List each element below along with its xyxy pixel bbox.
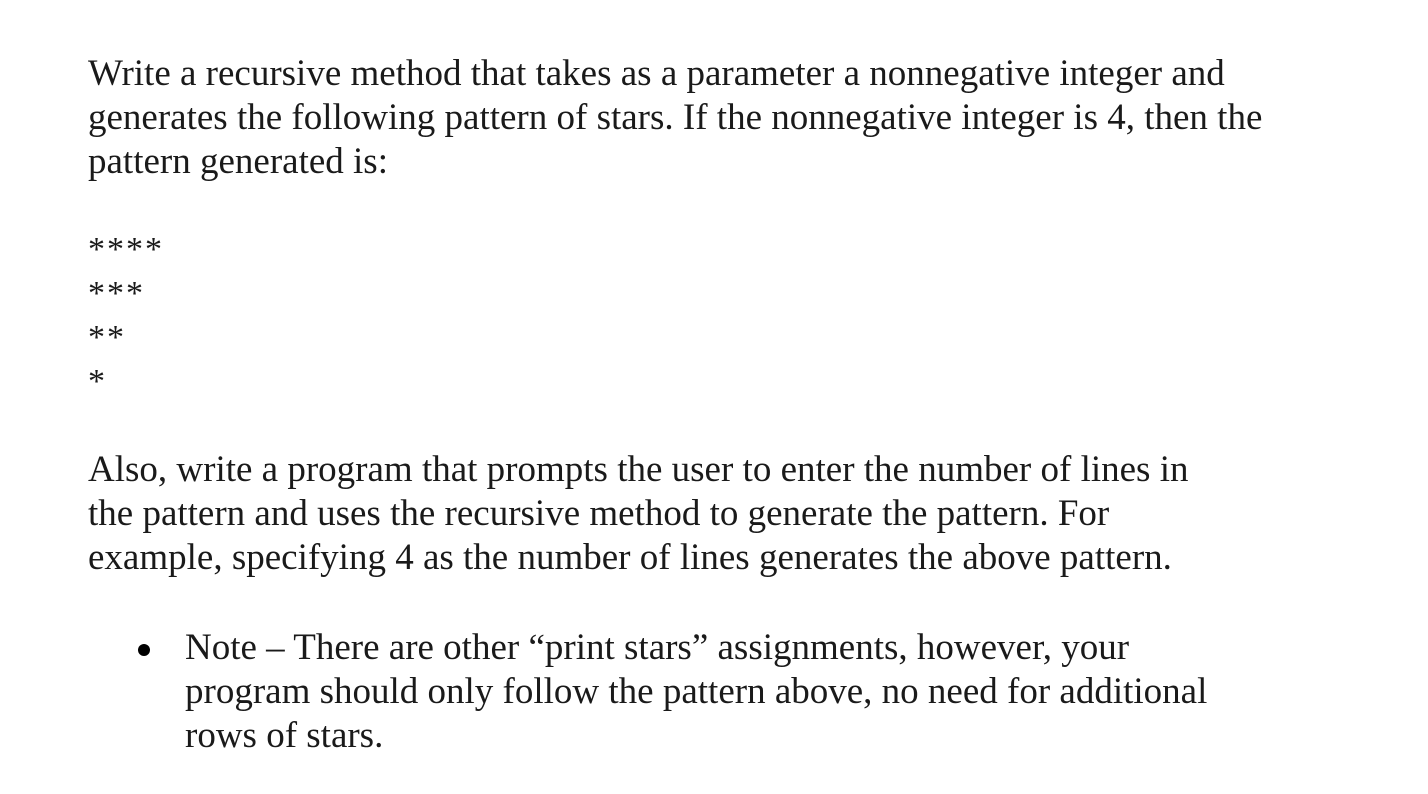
star-pattern-line: **** (88, 231, 164, 268)
assignment-document (88, 52, 1308, 758)
star-pattern-line: ** (88, 319, 126, 356)
bullet-icon (138, 644, 150, 656)
note-item (88, 626, 1245, 758)
star-pattern-line: *** (88, 275, 145, 312)
program-paragraph: Also, write a program that prompts the user to enter the number of lines in the pattern and uses the recursive method to generate the pattern. For example, specifying 4 as the number of lines generates the above pattern. (88, 449, 1189, 578)
note-text: Note – There are other “print stars” assignments, however, your program should only follow the pattern above, no need for additional rows of stars. (185, 627, 1208, 756)
star-pattern-line: * (88, 363, 107, 400)
intro-paragraph: Write a recursive method that takes as a parameter a nonnegative integer and generates the following pattern of stars. If the nonnegative integer is 4, then the pattern generated is: (88, 53, 1263, 182)
star-pattern (88, 228, 1308, 404)
notes-list (88, 626, 1308, 758)
